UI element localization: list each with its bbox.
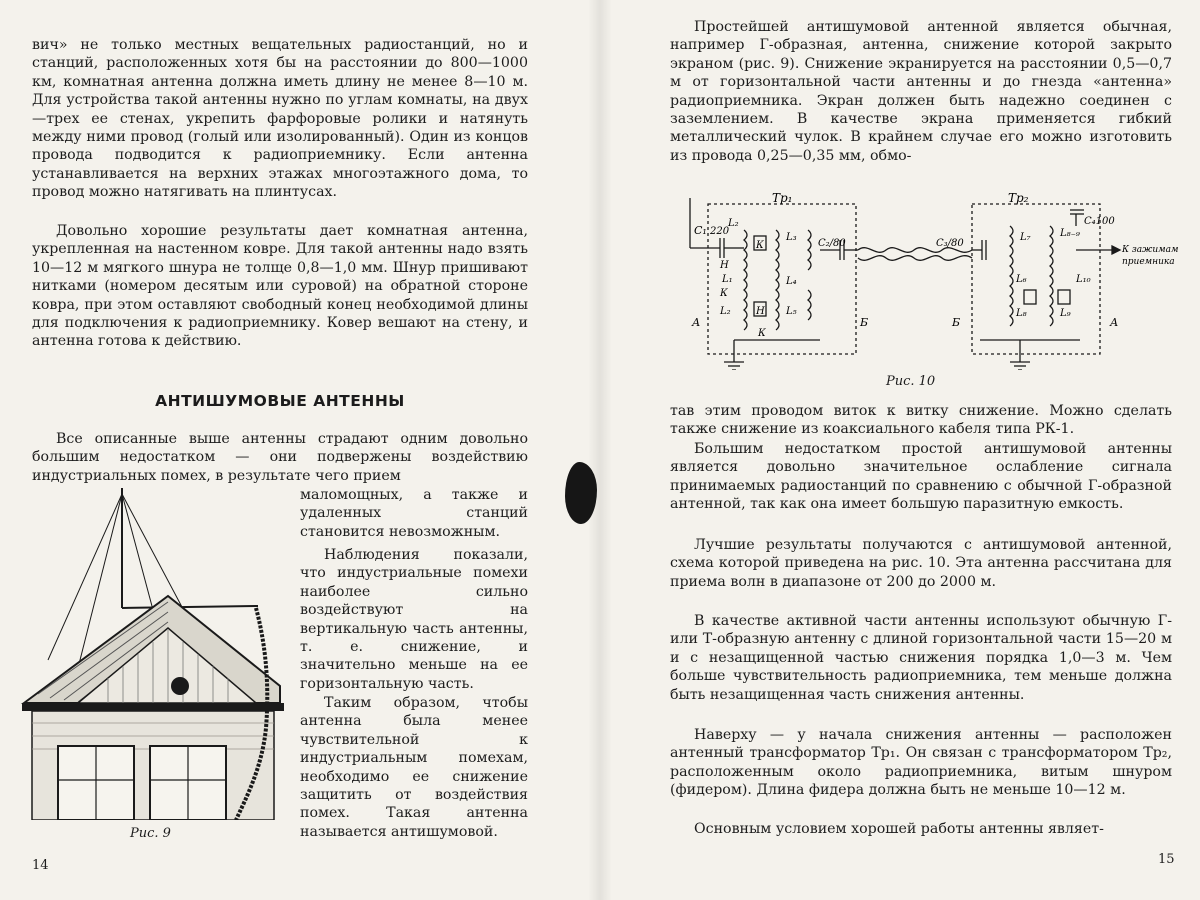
label-tr2: Tp₂ <box>1008 191 1029 205</box>
figure-10-caption: Рис. 10 <box>886 374 936 389</box>
label-h2: Н <box>756 306 765 317</box>
label-tr1: Tp₁ <box>772 191 793 205</box>
right-paragraph-5: Наверху — у начала снижения антенны — расположен антенный трансформатор Tp₁. Он связан с трансформатором Tp₂, расположенным около радиоприемника, витым шнуром (фидером). Длина фидера должна быть не меньше 10—12 м. <box>670 727 1172 799</box>
label-c1: C₁ <box>694 224 707 237</box>
figure-9-house-antenna <box>18 488 298 820</box>
right-paragraph-3: Лучшие результаты получаются с антишумовой антенной, схема которой приведена на рис. 10. Эта антенна рассчитана для приема волн в диапазоне от 200 до 2000 м. <box>670 537 1172 590</box>
label-c2: C₂/80 <box>818 238 846 249</box>
label-l2-bottom: L₂ <box>720 306 731 317</box>
right-paragraph-4: В качестве активной части антенны используют обычную Г- или Т-образную антенну с длиной горизонтальной части 15—20 м и с незащищенной частью снижения порядка 1,0—3 м. Чем больше чувствительность радиоприемника, тем меньше должна быть незащищенная часть снижения антенны. <box>670 613 1172 703</box>
book-gutter <box>588 0 612 900</box>
left-paragraph-1: вич» не только местных вещательных радиостанций, но и станций, расположенных хотя бы на расстоянии до 800—1000 км, комнатная антенна должна иметь длину не менее 8—10 м. Для устройства такой антенны нужно по углам комнаты, на двух—трех ее стенах, укрепить фарфоровые ролики и натянуть между ними провод (голый или изолированный). Один из концов провода подводится к радиоприемнику. Если антенна устанавливается на верхних этажах многоэтажного дома, то провод можно натягивать на плинтусах. <box>32 37 528 201</box>
label-k1: К <box>756 240 764 251</box>
label-l6: L₆ <box>1016 274 1027 285</box>
label-h1: Н <box>720 260 729 271</box>
label-l10: L₁₀ <box>1076 274 1091 285</box>
label-b-right: Б <box>952 316 961 329</box>
label-l5: L₅ <box>786 306 797 317</box>
right-paragraph-1: тав этим проводом виток к витку снижение. Можно сделать также снижение из коаксиального кабеля типа РК-1. <box>670 403 1172 438</box>
observations-paragraph: Наблюдения показали, что индустриальные помехи наиболее сильно воздействуют на вертикальную часть антенны, т. е. снижение, и значительно меньше на ее горизонтальную часть. <box>300 547 528 692</box>
page-number-left: 14 <box>32 858 49 873</box>
label-a-right: А <box>1110 316 1119 329</box>
label-l7: L₇ <box>1020 232 1031 243</box>
label-l1: L₁ <box>722 274 733 285</box>
right-page <box>610 0 1200 900</box>
figure-9-caption: Рис. 9 <box>130 826 171 841</box>
label-b-left: Б <box>860 316 869 329</box>
section-heading: АНТИШУМОВЫЕ АНТЕННЫ <box>155 392 405 410</box>
label-to-receiver-2: приемника <box>1122 257 1175 267</box>
label-a-left: А <box>692 316 701 329</box>
label-l2-top: L₂ <box>728 218 739 229</box>
label-k3: К <box>758 328 766 339</box>
label-l3: L₃ <box>786 232 797 243</box>
label-c1-value: 220 <box>710 226 730 237</box>
label-to-receiver-1: К зажимам <box>1122 245 1179 255</box>
right-paragraph-6: Основным условием хорошей работы антенны являет- <box>694 821 1104 837</box>
figure-10-schematic <box>680 190 1180 370</box>
label-c3: C₃/80 <box>936 238 964 249</box>
label-c4: C₄100 <box>1084 216 1115 227</box>
right-paragraph-2: Большим недостатком простой антишумовой антенны является довольно значительное ослабление сигнала принимаемых радиостанций по сравнению с обычной Г-образной антенной, так как она имеет большую паразитную емкость. <box>670 441 1172 513</box>
right-paragraph-top: Простейшей антишумовой антенной является обычная, например Г-образная, антенна, снижение которой закрыто экраном (рис. 9). Снижение экранируется на расстоянии 0,5—0,7 м от горизонтальной части антенны и до гнезда «антенна» радиоприемника. Экран должен быть надежно соединен с заземлением. В качестве экрана применяется гибкий металлический чулок. В крайнем случае его можно изготовить из провода 0,25—0,35 мм, обмо- <box>670 19 1172 164</box>
conclusion-paragraph: Таким образом, чтобы антенна была менее чувствительной к индустриальным помехам, необходимо ее снижение защитить от воздействия помех. Такая антенна называется антишумовой. <box>300 695 528 840</box>
label-k2: К <box>720 288 728 299</box>
left-page <box>0 0 590 900</box>
label-l8: L₈ <box>1016 308 1027 319</box>
left-paragraph-2: Довольно хорошие результаты дает комнатная антенна, укрепленная на настенном ковре. Для такой антенны надо взять 10—12 м мягкого шнура не толще 0,8—1,0 мм. Шнур пришивают нитками (номером десятым или суровой) на обратной стороне ковра, при этом оставляют свободный конец необходимой длины для подключения к радиоприемнику. Ковер вешают на стену, и антенна готова к действию. <box>32 223 528 350</box>
section-paragraph-intro: Все описанные выше антенны страдают одним довольно большим недостатком — они подвержены воздействию индустриальных помех, в результате чего прием <box>32 431 528 484</box>
label-l8-9: L₈₋₉ <box>1060 228 1080 239</box>
page-number-right: 15 <box>1158 852 1175 867</box>
section-paragraph-intro-continued: маломощных, а также и удаленных станций становится невозможным. <box>300 487 528 540</box>
label-l9: L₉ <box>1060 308 1071 319</box>
label-l4: L₄ <box>786 276 797 287</box>
